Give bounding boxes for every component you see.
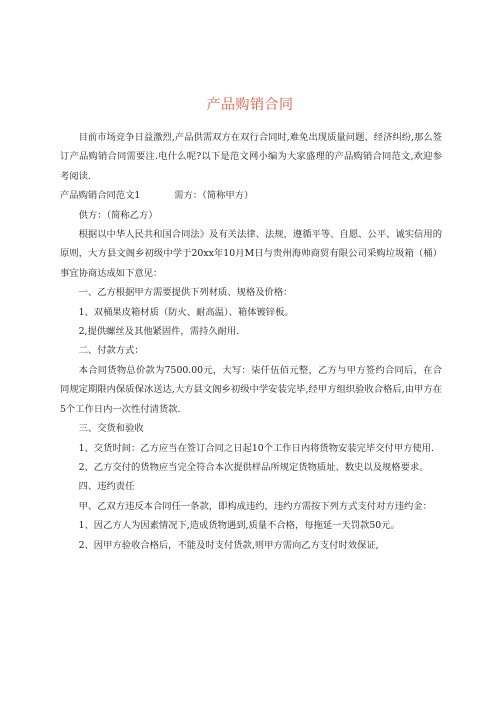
example-heading-line	[60, 186, 442, 205]
section-2-heading: 二、付款方式：	[78, 345, 144, 357]
intro-paragraph: 目前市场竞争日益激烈,产品供需双方在双行合同时,难免出现质量问题、经济纠纷,那么签订产品购销合同需要注.电什么呢?以下是范文网小编为大家盛理的产品购销合同范文,欢迎参考阅读.	[60, 132, 442, 182]
section-3-item-2: 2、乙方交付的货物应当完全符合本次提供样品所规定货物质址、数史以及规格要求。	[78, 461, 429, 473]
section-4-intro: 甲、乙双方违反本合同任一条款，即构成违约，违约方需按下列方式支付对方违约金：	[78, 500, 432, 512]
party-b-label: 供方：（简称乙方）	[78, 209, 158, 221]
document-title: 产品购销合同	[206, 97, 294, 113]
example-heading: 产品购销合同范文1	[60, 190, 141, 202]
payment-paragraph: 本合同货物总价款为7500.00元，大写：柒仟伍佰元整，乙方与甲方签约合同后，在合同规定期限内保质保冰送达,大方县文阁乡初级中学安装完毕,经甲方组织验收合格后,由甲方在5个工作日内一次性付清货款.	[60, 364, 442, 415]
section-1-item-2: 2,提供螺丝及其他紧固件，需持久耐用.	[78, 326, 240, 338]
section-1-heading: 一、乙方根据甲方需要提供下列材质、规格及价格：	[78, 287, 293, 299]
section-4-item-2: 2、因甲方验收合格后，不能及时支付货款,则甲方需向乙方支付时效保证,	[78, 539, 379, 551]
basis-paragraph: 根据以中华人民共和国合同法》及有关法律、法规，遵循平等、自愿、公平、诚实信用的原则，大方县文阁乡初级中学于20xx年10月M日与贵州海帅商贸有限公司采购垃圾箱（桶）事宜协商达成如下意见：	[60, 229, 442, 279]
party-a-label: 需方：（简称甲方）	[174, 190, 254, 202]
section-4-item-1: 1、因乙方人为因素情况下,造成货物遇到,质量不合格，每拖延一天罚款50元。	[78, 520, 400, 532]
section-3-heading: 三、交货和验收	[78, 423, 144, 435]
section-4-heading: 四、违约责任	[78, 481, 135, 493]
section-1-item-1: 1、双桶果皮箱材质（防火、耐高温）、箱体镀锌板。	[78, 306, 294, 318]
document-body	[60, 128, 442, 555]
section-3-item-1: 1、交货时间：乙方应当在签订合同之日起10个工作日内将货物安装完毕交付甲方使用.	[78, 442, 434, 454]
